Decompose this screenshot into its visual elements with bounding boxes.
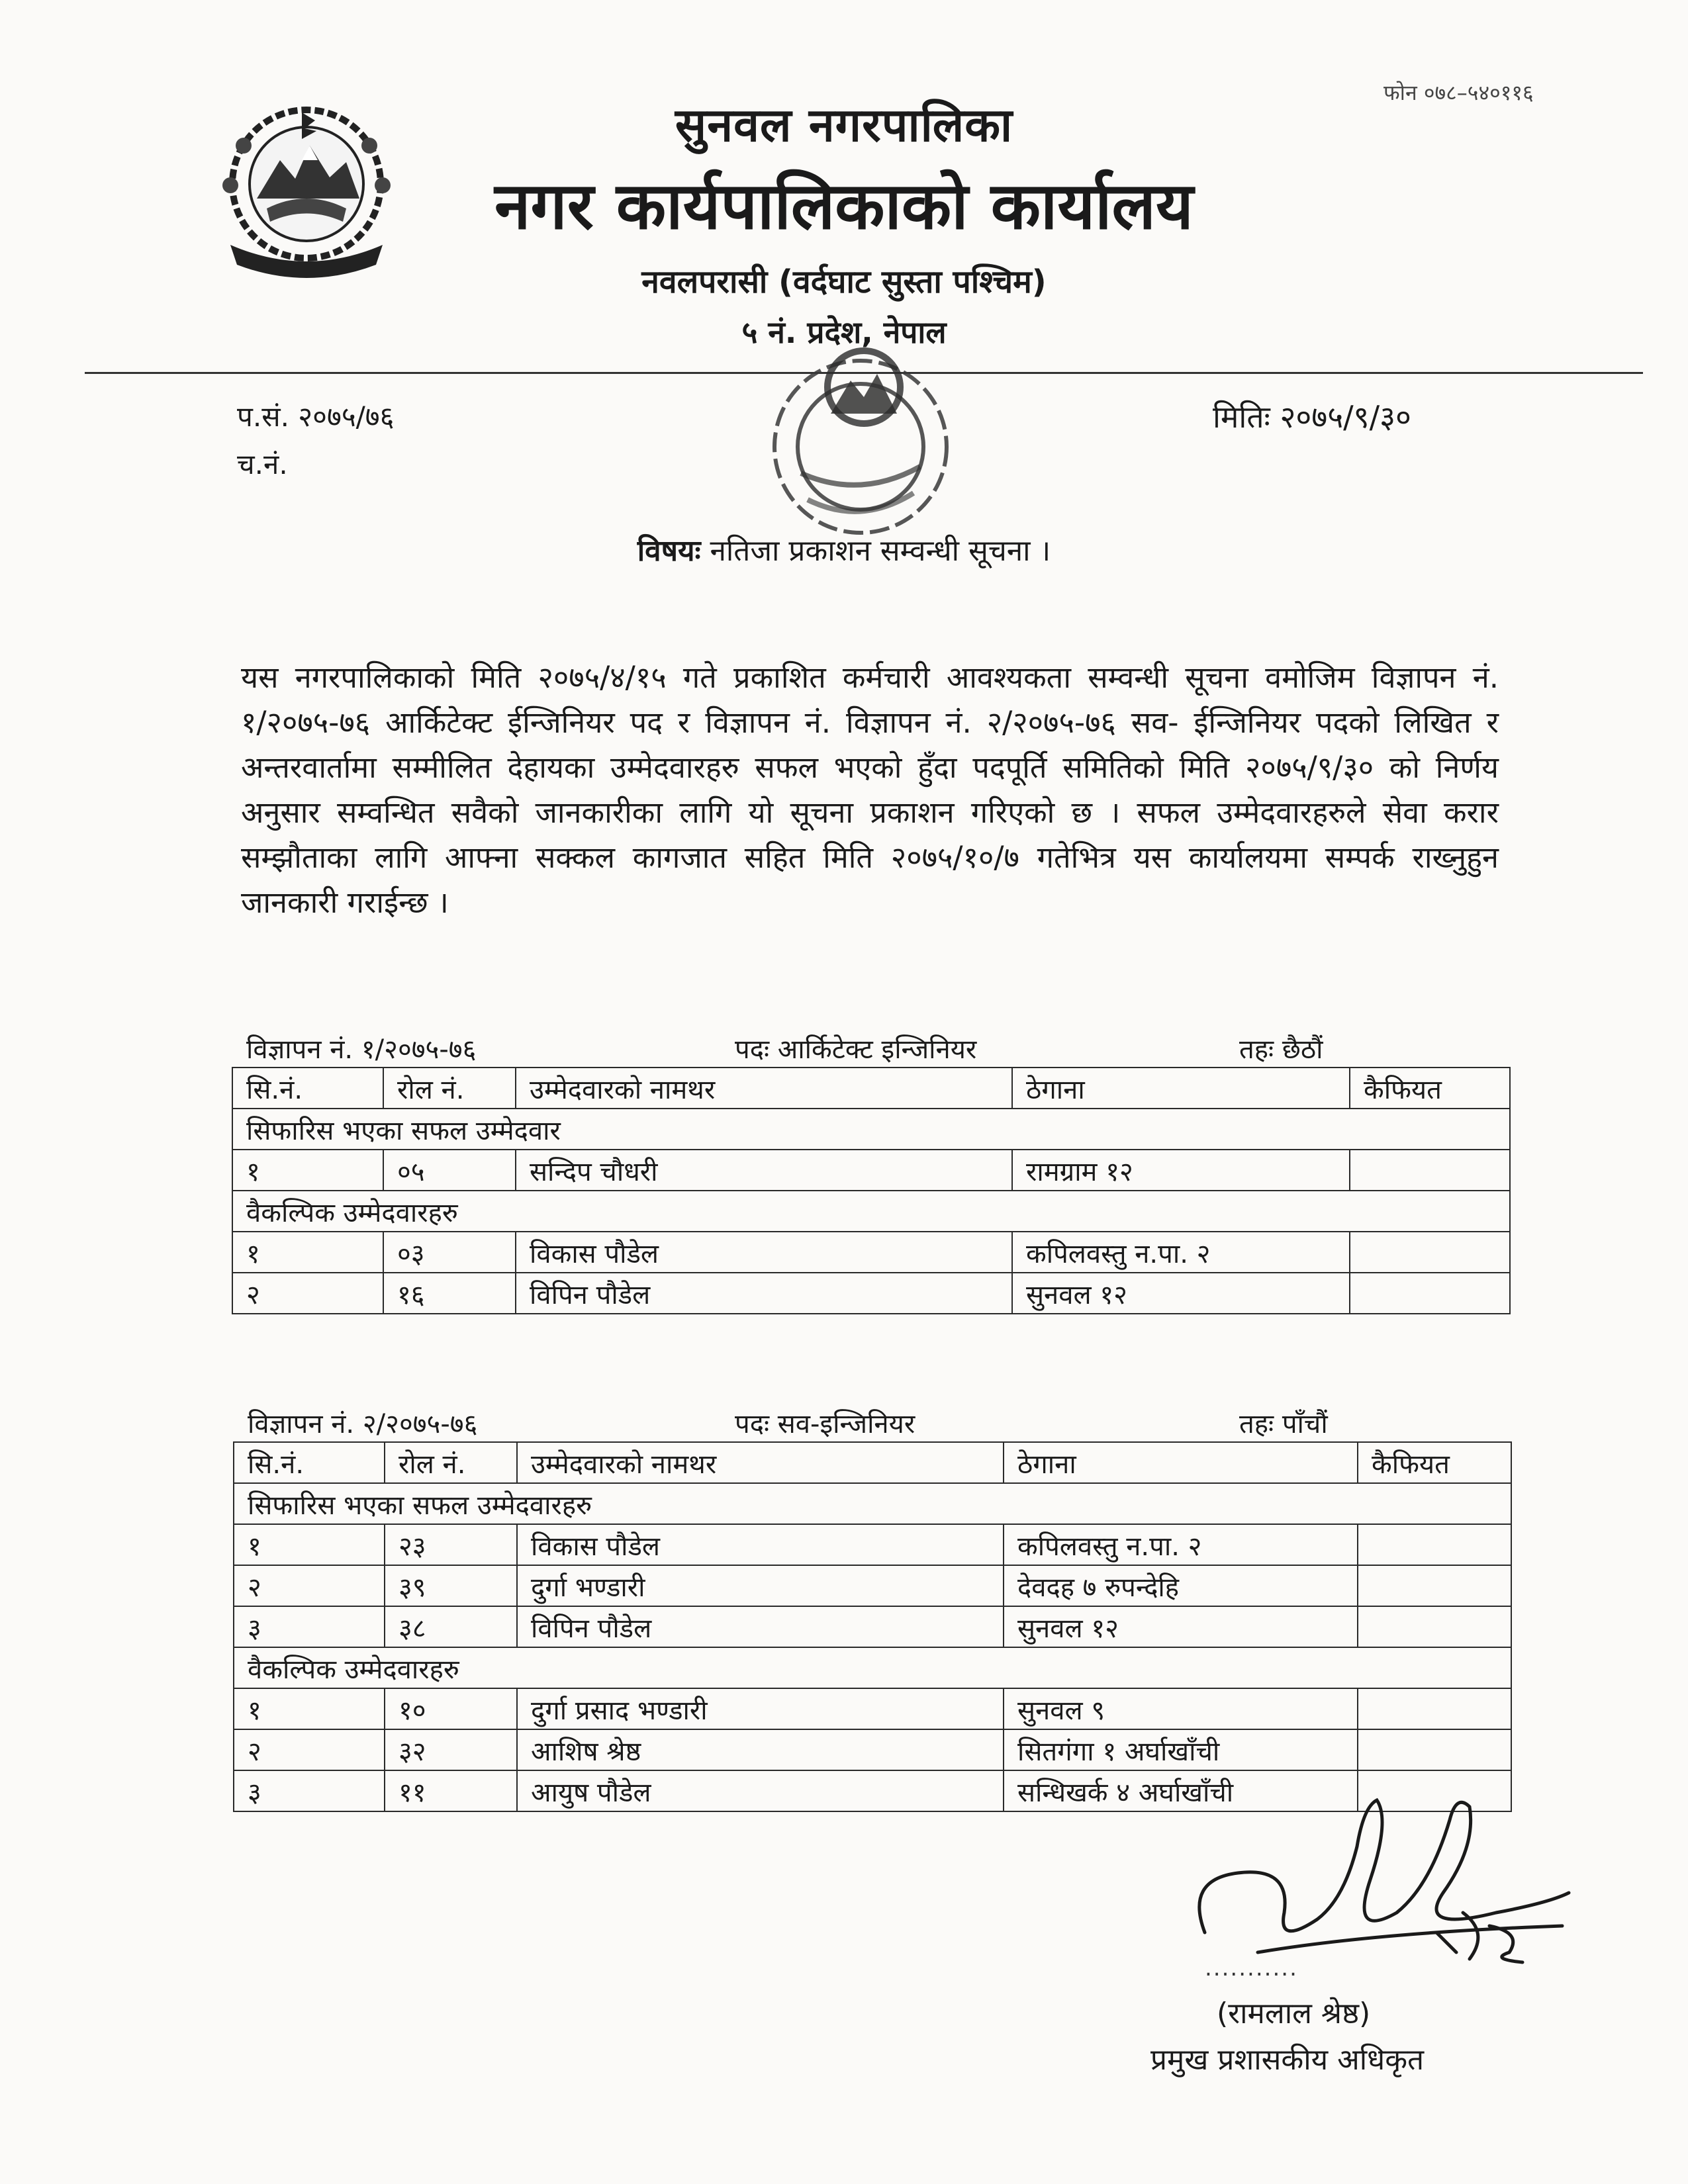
- results-table-2: [233, 1441, 1512, 1812]
- district-line: नवलपरासी (वर्दघाट सुस्ता पश्चिम): [641, 263, 1047, 300]
- table-row: [232, 1150, 1510, 1191]
- cell-roll: ०३: [383, 1232, 516, 1273]
- section-row: [234, 1647, 1511, 1688]
- subject-text: नतिजा प्रकाशन सम्वन्धी सूचना ।: [700, 534, 1051, 568]
- section-row: [232, 1191, 1510, 1232]
- reference-number: प.सं. २०७५/७६: [237, 400, 395, 433]
- signatory-title: प्रमुख प्रशासकीय अधिकृत: [1150, 2043, 1425, 2077]
- table-row: [234, 1565, 1511, 1606]
- cell-roll: ११: [385, 1770, 517, 1811]
- cell-address: सुनवल १२: [1004, 1606, 1358, 1647]
- alternate-label: वैकल्पिक उम्मेदवारहरु: [234, 1647, 1511, 1688]
- table-row: [234, 1524, 1511, 1565]
- cell-name: आयुष पौडेल: [517, 1770, 1004, 1811]
- cell-remarks: [1350, 1273, 1510, 1314]
- section-row: [234, 1483, 1511, 1524]
- col-header-address: ठेगाना: [1004, 1442, 1358, 1483]
- col-header-name: उम्मेदवारको नामथर: [516, 1068, 1012, 1109]
- table-row: [232, 1273, 1510, 1314]
- col-header-remarks: कैफियत: [1358, 1442, 1511, 1483]
- table-row: [234, 1729, 1511, 1770]
- signature-line: ...........: [1205, 1955, 1298, 1981]
- cell-sn: २: [232, 1273, 383, 1314]
- cell-remarks: [1358, 1606, 1511, 1647]
- table1-post: पदः आर्किटेक्ट इन्जिनियर: [735, 1034, 977, 1065]
- table1-level: तहः छैठौं: [1239, 1034, 1323, 1065]
- office-seal-icon: [761, 334, 960, 546]
- cell-roll: १०: [385, 1688, 517, 1729]
- cell-sn: १: [232, 1232, 383, 1273]
- cell-name: दुर्गा भण्डारी: [517, 1565, 1004, 1606]
- alternate-label: वैकल्पिक उम्मेदवारहरु: [232, 1191, 1510, 1232]
- phone-number: फोन ०७८–५४०११६: [1383, 80, 1534, 105]
- table2-level: तहः पाँचौं: [1239, 1409, 1328, 1439]
- cell-roll: ३२: [385, 1729, 517, 1770]
- cell-remarks: [1358, 1729, 1511, 1770]
- table-row: [234, 1606, 1511, 1647]
- col-header-roll: रोल नं.: [383, 1068, 516, 1109]
- municipality-name: सुनवल नगरपालिका: [675, 98, 1013, 152]
- cell-sn: १: [234, 1524, 385, 1565]
- col-header-remarks: कैफियत: [1350, 1068, 1510, 1109]
- subject-line: [0, 529, 1688, 569]
- cell-remarks: [1358, 1565, 1511, 1606]
- signatory-name: (रामलाल श्रेष्ठ): [1217, 1997, 1371, 2030]
- cell-address: कपिलवस्तु न.पा. २: [1004, 1524, 1358, 1565]
- cell-address: सितगंगा १ अर्घाखाँची: [1004, 1729, 1358, 1770]
- cell-remarks: [1358, 1688, 1511, 1729]
- cell-sn: २: [234, 1565, 385, 1606]
- table2-post: पदः सव-इन्जिनियर: [735, 1409, 915, 1439]
- notice-body: यस नगरपालिकाको मिति २०७५/४/१५ गते प्रकाशित कर्मचारी आवश्यकता सम्वन्धी सूचना वमोजिम विज्ञापन नं. १/२०७५-७६ आर्किटेक्ट ईन्जिनियर पद र विज्ञापन नं. विज्ञापन नं. २/२०७५-७६ सव- ईन्जिनियर पदको लिखित र अन्तरवार्तामा सम्मीलित देहायका उम्मेदवारहरु सफल भएको हुँदा पदपूर्ति समितिको मिति २०७५/९/३० को निर्णय अनुसार सम्वन्धित सवैको जानकारीका लागि यो सूचना प्रकाशन गरिएको छ । सफल उम्मेदवारहरुले सेवा करार सम्झौताका लागि आफ्ना सक्कल कागजात सहित मिति २०७५/१०/७ गतेभित्र यस कार्यालयमा सम्पर्क राख्नुहुन जानकारी गराईन्छ ।: [241, 660, 1499, 920]
- table2-ad-number: विज्ञापन नं. २/२०७५-७६: [248, 1409, 478, 1439]
- col-header-address: ठेगाना: [1012, 1068, 1350, 1109]
- cell-roll: ३८: [385, 1606, 517, 1647]
- results-table-1: [232, 1067, 1511, 1314]
- recommended-label: सिफारिस भएका सफल उम्मेदवारहरु: [234, 1483, 1511, 1524]
- office-name: नगर कार्यपालिकाको कार्यालय: [494, 169, 1194, 244]
- cell-name: आशिष श्रेष्ठ: [517, 1729, 1004, 1770]
- cell-remarks: [1350, 1150, 1510, 1191]
- dispatch-number: च.नं.: [237, 448, 288, 480]
- province-line: ५ नं. प्रदेश, नेपाल: [741, 314, 947, 350]
- cell-address: रामग्राम १२: [1012, 1150, 1350, 1191]
- cell-address: कपिलवस्तु न.पा. २: [1012, 1232, 1350, 1273]
- cell-name: विकास पौडेल: [516, 1232, 1012, 1273]
- cell-address: सुनवल ९: [1004, 1688, 1358, 1729]
- recommended-label: सिफारिस भएका सफल उम्मेदवार: [232, 1109, 1510, 1150]
- cell-roll: ३९: [385, 1565, 517, 1606]
- cell-sn: ३: [234, 1770, 385, 1811]
- table1-ad-number: विज्ञापन नं. १/२०७५-७६: [246, 1034, 477, 1065]
- table-row: [234, 1688, 1511, 1729]
- cell-remarks: [1358, 1524, 1511, 1565]
- cell-roll: २३: [385, 1524, 517, 1565]
- cell-sn: ३: [234, 1606, 385, 1647]
- cell-name: विपिन पौडेल: [516, 1273, 1012, 1314]
- letter-date: मितिः २०७५/९/३०: [1213, 399, 1411, 435]
- cell-sn: १: [232, 1150, 383, 1191]
- cell-roll: ०५: [383, 1150, 516, 1191]
- table-header-row: [232, 1068, 1510, 1109]
- cell-address: सुनवल १२: [1012, 1273, 1350, 1314]
- table-header-row: [234, 1442, 1511, 1483]
- cell-address: सन्धिखर्क ४ अर्घाखाँची: [1004, 1770, 1358, 1811]
- col-header-roll: रोल नं.: [385, 1442, 517, 1483]
- section-row: [232, 1109, 1510, 1150]
- cell-sn: १: [234, 1688, 385, 1729]
- col-header-sn: सि.नं.: [234, 1442, 385, 1483]
- col-header-name: उम्मेदवारको नामथर: [517, 1442, 1004, 1483]
- cell-name: विकास पौडेल: [517, 1524, 1004, 1565]
- col-header-sn: सि.नं.: [232, 1068, 383, 1109]
- cell-address: देवदह ७ रुपन्देहि: [1004, 1565, 1358, 1606]
- subject-label: विषयः: [637, 534, 701, 568]
- cell-name: सन्दिप चौधरी: [516, 1150, 1012, 1191]
- cell-roll: १६: [383, 1273, 516, 1314]
- cell-remarks: [1350, 1232, 1510, 1273]
- table-row: [232, 1232, 1510, 1273]
- cell-sn: २: [234, 1729, 385, 1770]
- cell-name: विपिन पौडेल: [517, 1606, 1004, 1647]
- cell-name: दुर्गा प्रसाद भण्डारी: [517, 1688, 1004, 1729]
